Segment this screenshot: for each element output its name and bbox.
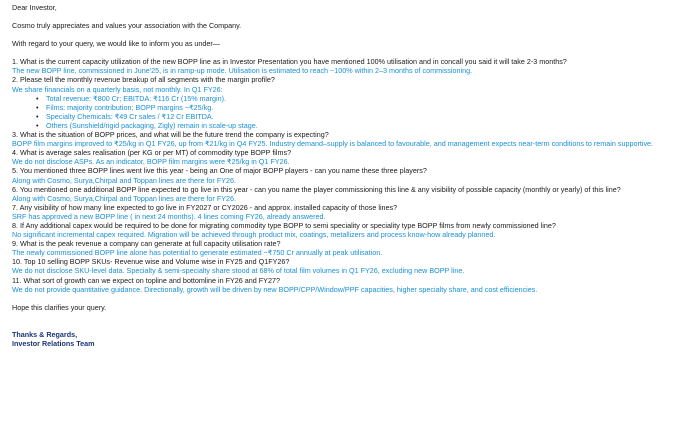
question-2: 2. Please tell the monthly revenue breakup of all segments with the margin profile? xyxy=(12,75,275,85)
lead-text: With regard to your query, we would like to inform you as under— xyxy=(12,39,220,49)
bullet-item: • Films: majority contribution; BOPP margins ~₹25/kg. xyxy=(36,103,678,112)
answer-9: The newly commissioned BOPP line alone has potential to generate estimated ~₹750 Cr annually at peak utilisation. xyxy=(12,248,383,258)
question-9: 9. What is the peak revenue a company can generate at full capacity utilisation rate? xyxy=(12,239,281,249)
bullet-item: • Specialty Chemicals: ₹49 Cr sales / ₹12 Cr EBITDA. xyxy=(36,112,678,121)
signoff-team: Investor Relations Team xyxy=(12,338,95,348)
intro-text: Cosmo truly appreciates and values your association with the Company. xyxy=(12,21,242,31)
answer-7: SRF has approved a new BOPP line ( in next 24 months). 4 lines coming FY26, already answered. xyxy=(12,211,326,221)
question-4: 4. What is average sales realisation (per KG or per MT) of commodity type BOPP films? xyxy=(12,148,292,158)
answer-5: Along with Cosmo, Surya,Chirpal and Toppan lines are there for FY26. xyxy=(12,175,236,185)
answer-2-bullets xyxy=(12,94,678,130)
question-6: 6. You mentioned one additional BOPP line expected to go live in this year - can you name the player commissioning this line & any visibility of possible capacity (monthly or yearly) of this line? xyxy=(12,184,621,194)
question-1: 1. What is the current capacity utilization of the new BOPP line as in Investor Presentation you have mentioned 100% utilisation and in concall you said it will take 2-3 months? xyxy=(12,57,567,67)
bullet-item: • Others (Sunshield/rigid packaging, Zigly) remain in scale-up stage. xyxy=(36,121,678,130)
signoff-regards: Thanks & Regards, xyxy=(12,329,78,339)
question-10: 10. Top 10 selling BOPP SKUs- Revenue wise and Volume wise in FY25 and Q1FY26? xyxy=(12,257,290,267)
answer-10: We do not disclose SKU-level data. Specialty & semi-specialty share stood at 68% of total film volumes in Q1 FY26, excluding new BOPP line. xyxy=(12,266,465,276)
question-3: 3. What is the situation of BOPP prices, and what will be the future trend the company is expecting? xyxy=(12,130,329,140)
answer-3: BOPP film margins improved to ₹25/kg in Q1 FY26, up from ₹21/kg in Q4 FY25. Industry demand–supply is balanced to favourable, and management expects near-term conditions to remain supportive. xyxy=(12,139,654,149)
question-8: 8. If Any additional capex would be required to be done for migrating commodity type BOPP to semi speciality or speciality type BOPP films from newly commissioned line? xyxy=(12,220,556,230)
answer-6: Along with Cosmo, Surya,Chirpal and Toppan lines are there for FY26. xyxy=(12,193,236,203)
bullet-item: • Total revenue: ₹800 Cr; EBITDA: ₹116 Cr (15% margin). xyxy=(36,94,678,103)
answer-8: No significant incremental capex required. Migration will be achieved through product mix, coatings, metallizers and process know-how already planned. xyxy=(12,230,496,240)
question-7: 7. Any visibility of how many line expected to go live in FY2027 or CY2026 - and approx. installed capacity of those lines? xyxy=(12,202,398,212)
answer-11: We do not provide quantitative guidance. Directionally, growth will be driven by new BOPP/CPP/Window/PPF capacities, higher specialty share, and cost efficiencies. xyxy=(12,284,538,294)
answer-1: The new BOPP line, commissioned in June'25, is in ramp-up mode. Utilisation is estimated to reach ~100% within 2–3 months of commissioning. xyxy=(12,66,473,76)
answer-2: We share financials on a quarterly basis, not monthly. In Q1 FY26: xyxy=(12,84,223,94)
closing-text: Hope this clarifies your query. xyxy=(12,302,107,312)
answer-4: We do not disclose ASPs. As an indicator, BOPP film margins were ₹25/kg in Q1 FY26. xyxy=(12,157,290,167)
greeting: Dear Investor, xyxy=(12,3,57,12)
question-5: 5. You mentioned three BOPP lines went live this year - being an One of major BOPP players - can you name these three players? xyxy=(12,166,427,176)
qa-section xyxy=(12,57,678,293)
question-11: 11. What sort of growth can we expect on topline and bottomline in FY26 and FY27? xyxy=(12,275,280,285)
